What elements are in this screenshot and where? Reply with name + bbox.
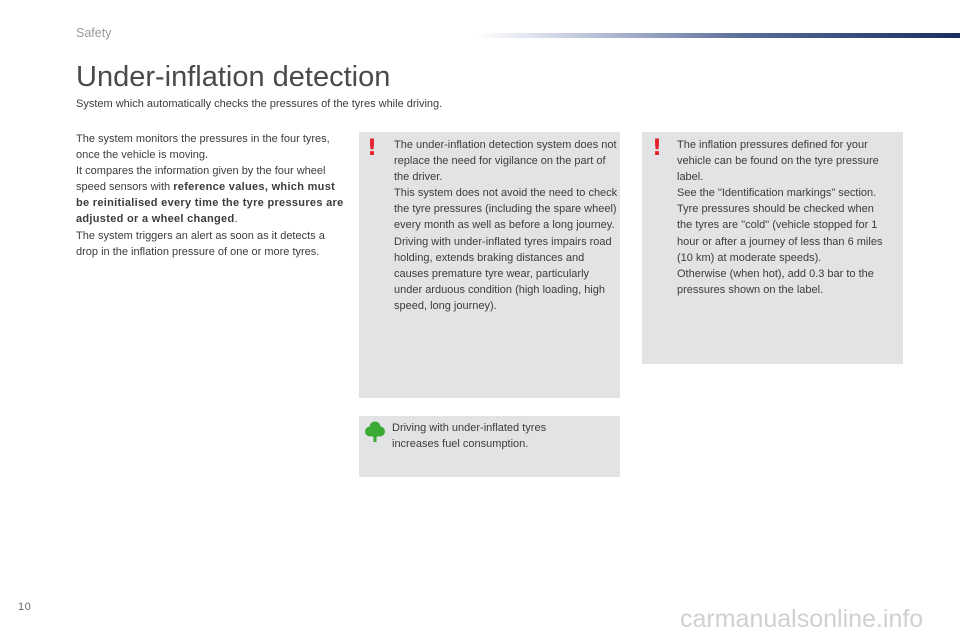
- warning-box-2-paragraph-3: Tyre pressures should be checked when the tyres are "cold" (vehicle stopped for 1 hour or after a journey of less than 6 miles (10 km) at moderate speeds).: [677, 203, 883, 264]
- header-rule: [478, 33, 960, 38]
- warning-exclamation-icon: !: [652, 136, 663, 161]
- warning-box-2-paragraph-2: See the "Identification markings" section.: [677, 187, 877, 200]
- page-title: Under-inflation detection: [76, 61, 391, 93]
- warning-box-2-paragraph-1: The inflation pressures defined for your vehicle can be found on the tyre pressure label.: [677, 139, 879, 184]
- main-paragraph-1: The system monitors the pressures in the four tyres, once the vehicle is moving.: [76, 133, 330, 162]
- eco-box-text: Driving with under-inflated tyres increases fuel consumption.: [392, 422, 547, 451]
- warning-exclamation-icon: !: [367, 136, 378, 161]
- main-paragraph-2: [76, 163, 348, 227]
- section-label: Safety: [76, 26, 112, 40]
- eco-tree-icon: [364, 420, 386, 444]
- page-subtitle: System which automatically checks the pressures of the tyres while driving.: [76, 98, 443, 110]
- main-paragraph-3: The system triggers an alert as soon as it detects a drop in the inflation pressure of one or more tyres.: [76, 229, 325, 258]
- main-text: [76, 131, 348, 260]
- watermark: carmanualsonline.info: [680, 605, 924, 633]
- warning-box-1-paragraph-2: This system does not avoid the need to check the tyre pressures (including the spare wheel) every month as well as before a long journey.: [394, 187, 618, 232]
- warning-box-1-paragraph-1: The under-inflation detection system does not replace the need for vigilance on the part of the driver.: [394, 139, 617, 184]
- warning-box-1-text: [394, 137, 618, 314]
- warning-box-2-paragraph-4: Otherwise (when hot), add 0.3 bar to the pressures shown on the label.: [677, 267, 874, 296]
- warning-box-2-text: [677, 137, 892, 298]
- main-paragraph-2-bold: reference values, which must be reinitialised every time the tyre pressures are adjusted or a wheel changed: [76, 181, 344, 226]
- page-number: 10: [18, 601, 32, 613]
- main-paragraph-2-end: .: [234, 213, 238, 226]
- warning-box-1-paragraph-3: Driving with under-inflated tyres impairs road holding, extends braking distances and causes premature tyre wear, particularly under arduous condition (high loading, high speed, long journey).: [394, 235, 612, 312]
- main-paragraph-2-start: It compares the information given by the four wheel speed sensors with: [76, 165, 326, 194]
